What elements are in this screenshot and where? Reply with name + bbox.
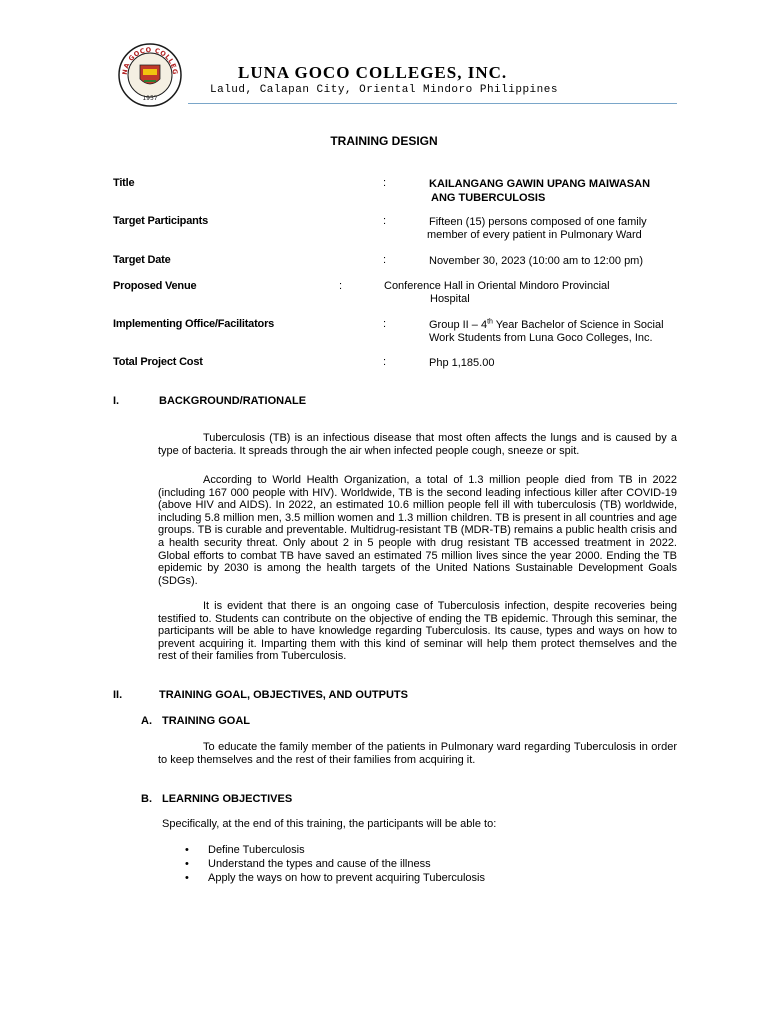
detail-value-implementing-line2: Work Students from Luna Goco Colleges, Inc. — [429, 332, 653, 344]
logo-arc-text: NA GOCO COLLEG — [120, 45, 180, 76]
detail-colon: : — [383, 318, 387, 330]
subsection-a-letter: A. — [141, 715, 152, 727]
detail-value-title-line2: ANG TUBERCULOSIS — [431, 192, 546, 204]
subsection-b-letter: B. — [141, 793, 152, 805]
section-2-title: TRAINING GOAL, OBJECTIVES, AND OUTPUTS — [159, 689, 408, 701]
logo-year: 1957 — [142, 95, 158, 102]
detail-label-total-project-cost: Total Project Cost — [113, 356, 203, 368]
school-name: LUNA GOCO COLLEGES, INC. — [238, 63, 508, 82]
subsection-a-title: TRAINING GOAL — [162, 715, 250, 727]
detail-colon: : — [383, 177, 387, 189]
detail-colon: : — [339, 280, 343, 292]
detail-value-venue-line1: Conference Hall in Oriental Mindoro Provincial — [384, 280, 610, 292]
detail-value-implementing-line1: Group II – 4th Year Bachelor of Science in Social — [429, 318, 664, 331]
section-1-paragraph-1: Tuberculosis (TB) is an infectious disease that most often affects the lungs and is caused by a type of bacteria. It spreads through the air when infected people cough, sneeze or spit. — [158, 432, 677, 457]
detail-value-title-line1: KAILANGANG GAWIN UPANG MAIWASAN — [429, 178, 651, 190]
school-address: Lalud, Calapan City, Oriental Mindoro Philippines — [210, 84, 558, 96]
section-1-paragraph-2: According to World Health Organization, a total of 1.3 million people died from TB in 2022 (including 167 000 people with HIV). Worldwide, TB is the second leading infectious killer after COVID-19 (above HIV and AIDS). In 2022, an estimated 10.6 million people fell ill with tuberculosis (TB) worldwide, including 5.8 million men, 3.5 million women and 1.3 million children. TB is present in all countries and age groups. TB is curable and preventable. Multidrug-resistant TB (MDR-TB) remains a public health crisis and a health security threat. Only about 2 in 5 people with drug resistant TB accessed treatment in 2022. Global efforts to combat TB have saved an estimated 75 million lives since the year 2000. Ending the TB epidemic by 2030 is among the health targets of the United Nations Sustainable Development Goals (SDGs). — [158, 474, 677, 587]
college-seal-logo — [118, 43, 182, 107]
section-2-number: II. — [113, 689, 123, 701]
detail-value-total-cost: Php 1,185.00 — [429, 357, 495, 369]
objective-item: Understand the types and cause of the illness — [208, 858, 431, 870]
bullet-icon: • — [185, 858, 189, 870]
training-goal-paragraph: To educate the family member of the patients in Pulmonary ward regarding Tuberculosis in order to keep themselves and the rest of their families from acquiring it. — [158, 741, 677, 766]
document-title: TRAINING DESIGN — [330, 134, 438, 148]
objective-item: Define Tuberculosis — [208, 844, 305, 856]
bullet-icon: • — [185, 872, 189, 884]
detail-value-venue-line2: Hospital — [430, 293, 470, 305]
section-1-number: I. — [113, 395, 120, 407]
detail-label-target-participants: Target Participants — [113, 215, 209, 227]
subsection-b-title: LEARNING OBJECTIVES — [162, 793, 293, 805]
detail-colon: : — [383, 356, 387, 368]
detail-value-participants-line1: Fifteen (15) persons composed of one family — [429, 216, 647, 228]
section-1-title: BACKGROUND/RATIONALE — [159, 395, 307, 407]
detail-value-participants-line2: member of every patient in Pulmonary Ward — [427, 229, 642, 241]
detail-label-title: Title — [113, 177, 135, 189]
objective-item: Apply the ways on how to prevent acquiring Tuberculosis — [208, 872, 485, 884]
section-1-paragraph-3: It is evident that there is an ongoing case of Tuberculosis infection, despite recoveries being testified to. Students can contribute on the objective of ending the TB epidemic. Through this seminar, the participants will be able to have knowledge regarding Tuberculosis. Its cause, types and ways on how to prevent acquiring it. Imparting them with this kind of seminar will help them protect themselves and the rest of their families from Tuberculosis. — [158, 600, 677, 663]
learning-objectives-intro: Specifically, at the end of this training, the participants will be able to: — [162, 818, 497, 830]
detail-colon: : — [383, 215, 387, 227]
detail-label-target-date: Target Date — [113, 254, 171, 266]
detail-label-proposed-venue: Proposed Venue — [113, 280, 197, 292]
detail-label-implementing-office: Implementing Office/Facilitators — [113, 318, 275, 330]
detail-colon: : — [383, 254, 387, 266]
bullet-icon: • — [185, 844, 189, 856]
detail-value-target-date: November 30, 2023 (10:00 am to 12:00 pm) — [429, 255, 644, 267]
header-divider — [188, 103, 677, 104]
